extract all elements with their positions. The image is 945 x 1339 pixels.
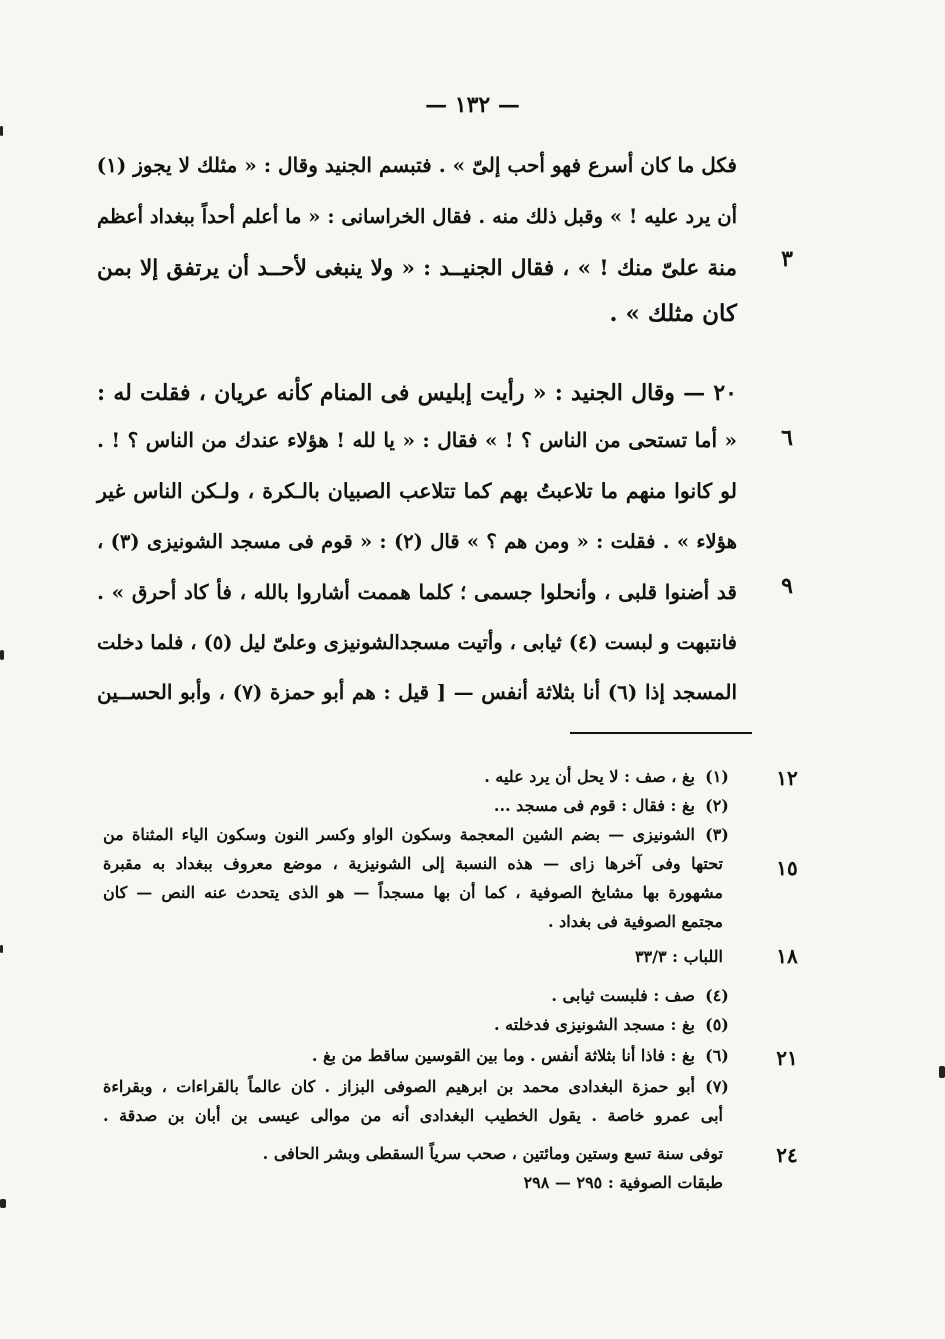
text-line: أن يرد عليه ! » وقبل ذلك منه . فقال الخراسانى : « ما أعلم أحداً ببغداد أعظم (97, 205, 737, 228)
footnote-marker: (٥) (705, 1015, 729, 1034)
footnote-line: صف : فلبست ثيابى . (551, 986, 695, 1005)
footnote-line: بغ ، صف : لا يحل أن يرد عليه . (484, 767, 695, 786)
footnote-marker: (٤) (705, 986, 729, 1005)
text-line: فانتبهت و لبست (٤) ثيابى ، وأتيت مسجدالشونيزى وعلىّ ليل (٥) ، فلما دخلت (97, 631, 737, 654)
text-line: كان مثلك » . (609, 300, 737, 327)
footnote-line: بغ : فاذا أنا بثلاثة أنفس . وما بين القوسين ساقط من بغ . (311, 1046, 695, 1065)
scan-mark (0, 650, 4, 660)
footnote-line: تحتها وفى آخرها زاى — هذه النسبة إلى الشونيزية ، موضع معروف ببغداد به مقبرة (103, 854, 723, 873)
text-line: ٢٠ — وقال الجنيد : « رأيت إبليس فى المنام كأنه عريان ، فقلت له : (97, 380, 737, 406)
footnote-marker: (٣) (705, 825, 729, 844)
text-line: فكل ما كان أسرع فهو أحب إلىّ » . فتبسم الجنيد وقال : « مثلك لا يجوز (١) (96, 153, 737, 177)
footnote-marker: (١) (705, 767, 729, 786)
footnote-line: توفى سنة تسع وستين ومائتين ، صحب سرياً السقطى وبشر الحافى . (262, 1144, 723, 1163)
footnote-line: الشونيزى — بضم الشين المعجمة وسكون الواو وكسر النون وسكون الياء المثناة من (103, 825, 695, 844)
footnote-marker: (٢) (705, 796, 729, 815)
footnote-rule (570, 732, 752, 734)
footnote-line: أبو حمزة البغدادى محمد بن ابرهيم الصوفى البزاز . كان عالماً بالقراءات ، وبقراءة (103, 1077, 695, 1096)
scan-mark (939, 1066, 945, 1078)
page-number: — ١٣٢ — (425, 92, 520, 118)
scan-mark (0, 945, 3, 953)
line-number: ٢١ (776, 1046, 798, 1070)
footnote-line: بغ : فقال : قوم فى مسجد ... (493, 796, 695, 815)
footnote-line: أبى عمرو خاصة . يقول الخطيب البغدادى أنه من موالى عيسى بن أبان بن صدقة . (103, 1106, 723, 1125)
footnote-line: بغ : مسجد الشونيزى فدخلته . (494, 1015, 695, 1034)
line-number: ١٢ (776, 766, 798, 790)
footnote-marker: (٧) (705, 1077, 729, 1096)
scan-mark (0, 126, 3, 136)
footnote-line: مشهورة بها مشايخ الصوفية ، كما أن بها مسجداً — هو الذى يتحدث عنه النص — كان (103, 883, 723, 902)
text-line: « أما تستحى من الناس ؟ ! » فقال : « يا لله ! هؤلاء عندك من الناس ؟ ! . (97, 428, 737, 452)
text-line: منة علىّ منك ! » ، فقال الجنيــد : « ولا ينبغى لأحــد أن يرتفق إلا بمن (97, 256, 737, 281)
footnote-line: طبقات الصوفية : ٢٩٥ — ٢٩٨ (523, 1173, 723, 1192)
line-number: ٣ (781, 246, 793, 272)
line-number: ١٥ (776, 856, 798, 880)
scan-mark (0, 1199, 6, 1208)
text-line: قد أضنوا قلبى ، وأنحلوا جسمى ؛ كلما هممت أشاروا بالله ، فأ كاد أحرق » . (97, 580, 737, 604)
footnote-line: اللباب : ٣٣/٣ (634, 947, 723, 966)
line-number: ١٨ (776, 944, 798, 968)
line-number: ٩ (781, 573, 793, 599)
footnote-line: مجتمع الصوفية فى بغداد . (548, 912, 723, 931)
text-line: لو كانوا منهم ما تلاعبتُ بهم كما تتلاعب الصبيان بالـكرة ، ولـكن الناس غير (97, 479, 737, 503)
text-line: المسجد إذا (٦) أنا بثلاثة أنفس — [ قيل : هم أبو حمزة (٧) ، وأبو الحســين (97, 680, 738, 704)
text-line: هؤلاء » . فقلت : « ومن هم ؟ » قال (٢) : « قوم فى مسجد الشونيزى (٣) ، (97, 530, 737, 553)
line-number: ٦ (781, 425, 793, 451)
footnote-marker: (٦) (705, 1046, 729, 1065)
line-number: ٢٤ (776, 1143, 798, 1167)
